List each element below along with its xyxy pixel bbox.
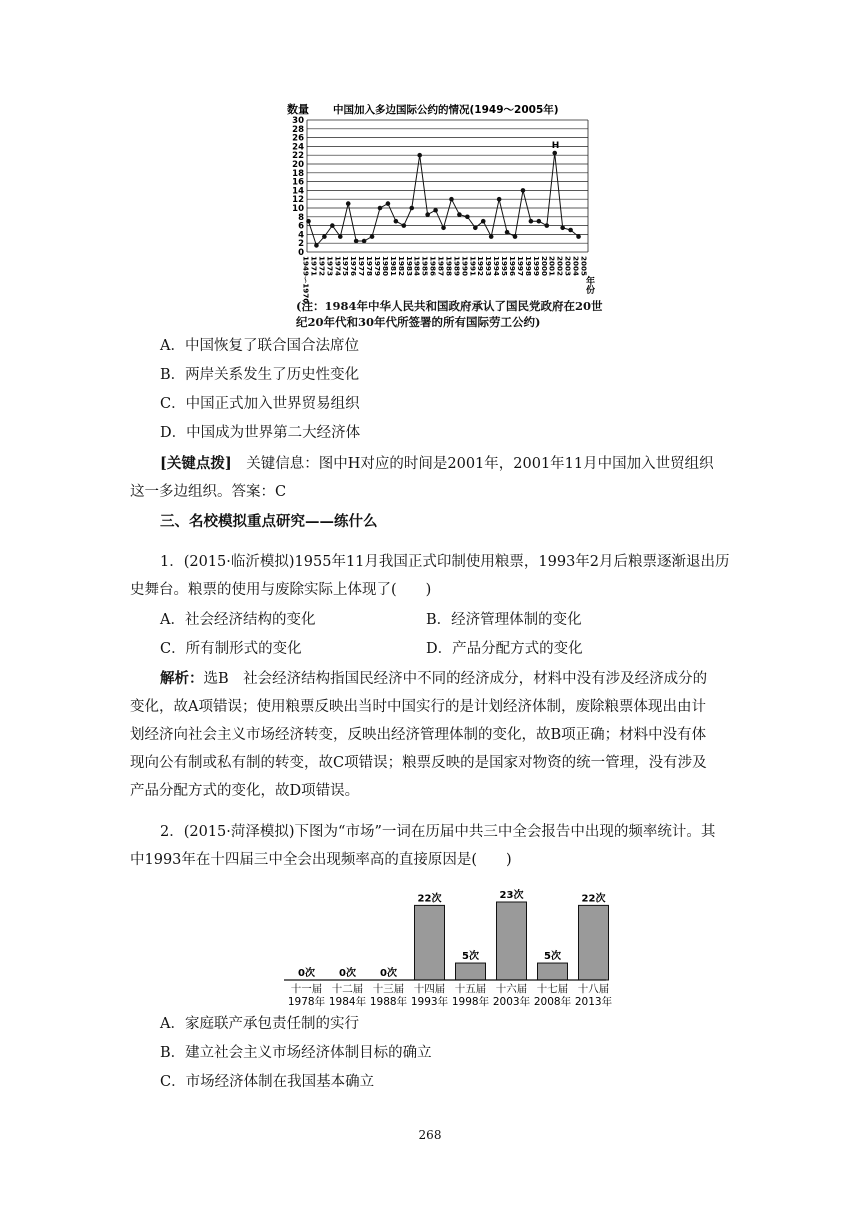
chart1-y-ticks <box>292 116 304 258</box>
q0-key-hint <box>160 454 714 474</box>
chart2-bar-7 <box>579 905 609 980</box>
chart1-point-1987 <box>441 226 446 231</box>
chart1-x-tick-17: 1987 <box>436 256 446 277</box>
chart2-year-label-4: 1998年 <box>451 996 490 1008</box>
treaty-line-chart <box>285 100 615 304</box>
chart1-y-tick-2: 2 <box>298 239 304 250</box>
chart2-data-label-2: 0次 <box>380 968 397 979</box>
chart2-data-label-3: 22次 <box>417 893 442 905</box>
chart1-x-tick-8: 1978 <box>365 256 375 277</box>
q1-analysis-3: 划经济向社会主义市场经济转变，反映出经济管理体制的变化，故B项正确；材料中没有体 <box>130 727 707 743</box>
chart1-y-tick-18: 18 <box>292 168 304 179</box>
chart1-x-tick-32: 2002 <box>555 256 565 277</box>
q1-option-c: C．所有制形式的变化 <box>160 641 302 657</box>
q1-analysis-2: 变化，故A项错误；使用粮票反映出当时中国实行的是计划经济体制，废除粮票体现出由计 <box>130 699 706 715</box>
chart1-x-tick-7: 1977 <box>357 256 367 277</box>
chart1-note-line-2: 纪20年代和30年代所签署的所有国际劳工公约) <box>296 315 541 329</box>
chart1-y-tick-22: 22 <box>292 151 304 162</box>
chart1-point-1983 <box>409 206 414 211</box>
chart1-y-tick-12: 12 <box>292 195 304 206</box>
chart1-point-1971 <box>314 243 319 248</box>
chart2-bar-3 <box>415 905 445 980</box>
chart1-x-tick-35: 2005 <box>579 256 589 277</box>
q2-option-a: A．家庭联产承包责任制的实行 <box>160 1016 359 1032</box>
chart1-point-1984 <box>417 153 422 158</box>
chart2-year-label-2: 1988年 <box>369 996 408 1008</box>
chart1-point-1986 <box>433 208 438 213</box>
q0-option-d: D．中国成为世界第二大经济体 <box>160 425 361 441</box>
q1-analysis-text-1: 选B 社会经济结构指国民经济中不同的经济成分，材料中没有涉及经济成分的 <box>203 671 708 687</box>
q2-stem-1: 2．(2015·菏泽模拟)下图为“市场”一词在历届中共三中全会报告中出现的频率统计。其 <box>160 824 716 840</box>
q1-option-b: B．经济管理体制的变化 <box>426 612 582 628</box>
chart2-session-label-6: 十七届 <box>536 983 569 995</box>
chart2-year-label-3: 1993年 <box>410 996 449 1008</box>
chart2-data-label-4: 5次 <box>462 951 479 963</box>
chart1-x-tick-15: 1985 <box>420 256 430 277</box>
chart1-x-tick-19: 1989 <box>452 256 462 277</box>
q1-analysis-1 <box>160 669 707 689</box>
chart1-x-tick-16: 1986 <box>428 256 438 277</box>
chart2-year-label-6: 2008年 <box>533 996 572 1008</box>
chart1-x-tick-33: 2003 <box>563 256 573 277</box>
chart1-point-1989 <box>457 212 462 217</box>
chart1-y-tick-8: 8 <box>298 212 304 223</box>
chart2-session-label-5: 十六届 <box>495 983 528 995</box>
q2-option-b: B．建立社会主义市场经济体制目标的确立 <box>160 1045 432 1061</box>
chart2-year-label-0: 1978年 <box>287 996 326 1008</box>
chart1-x-ticks <box>302 256 589 303</box>
chart1-y-tick-24: 24 <box>292 142 304 153</box>
chart1-point-1982 <box>402 223 407 228</box>
chart1-point-1974 <box>338 234 343 239</box>
chart1-annotation-h: H <box>551 141 560 151</box>
q2-option-c: C．市场经济体制在我国基本确立 <box>160 1074 375 1090</box>
chart1-point-2004 <box>576 234 581 239</box>
chart1-x-tick-23: 1993 <box>484 256 494 277</box>
chart1-point-2002 <box>560 226 565 231</box>
chart1-point-1979 <box>378 206 383 211</box>
chart2-year-label-1: 1984年 <box>328 996 367 1008</box>
chart2-bar-5 <box>497 902 527 980</box>
chart2-session-label-0: 十一届 <box>290 983 323 995</box>
page-number: 268 <box>418 1128 442 1142</box>
chart1-x-tick-26: 1996 <box>508 256 518 277</box>
chart1-x-tick-11: 1981 <box>388 256 398 277</box>
chart1-point-1998 <box>529 219 534 224</box>
chart2-data-label-6: 5次 <box>544 951 561 963</box>
chart1-x-tick-22: 1992 <box>476 256 486 277</box>
q1-stem-1: 1．(2015·临沂模拟)1955年11月我国正式印制使用粮票，1993年2月后粮票逐渐退出历 <box>160 554 730 570</box>
chart1-x-tick-27: 1997 <box>515 256 525 277</box>
chart1-x-tick-5: 1975 <box>341 256 351 277</box>
section-title: 三、名校模拟重点研究——练什么 <box>160 513 378 530</box>
q0-option-a: A．中国恢复了联合国合法席位 <box>160 338 359 354</box>
chart1-x-tick-10: 1980 <box>380 256 390 277</box>
q1-option-d: D．产品分配方式的变化 <box>426 641 583 657</box>
chart1-x-tick-20: 1990 <box>460 256 470 277</box>
chart2-bar-6 <box>538 963 568 980</box>
chart1-xunit: 年份 <box>584 276 594 294</box>
chart1-x-tick-18: 1988 <box>444 256 454 277</box>
chart2-year-label-7: 2013年 <box>574 996 613 1008</box>
chart1-point-1975 <box>346 201 351 206</box>
chart1-y-tick-30: 30 <box>292 116 304 126</box>
q0-option-b: B．两岸关系发生了历史性变化 <box>160 367 360 383</box>
chart1-y-tick-16: 16 <box>292 177 304 188</box>
q0-option-c: C．中国正式加入世界贸易组织 <box>160 396 360 412</box>
chart1-point-2001 <box>552 151 557 156</box>
chart2-year-label-5: 2003年 <box>492 996 531 1008</box>
chart1-x-tick-30: 2000 <box>539 256 549 277</box>
chart1-y-tick-26: 26 <box>292 133 304 144</box>
chart1-x-tick-2: 1972 <box>317 256 327 277</box>
chart1-x-tick-4: 1974 <box>333 256 343 277</box>
chart1-point-1949～1970 <box>306 219 311 224</box>
chart1-point-1997 <box>521 188 526 193</box>
chart1-point-1994 <box>497 197 502 202</box>
chart2-data-label-0: 0次 <box>298 968 315 979</box>
chart2-session-label-3: 十四届 <box>413 983 446 995</box>
chart1-y-tick-4: 4 <box>298 230 304 241</box>
q0-key-text-2: 这一多边组织。答案：C <box>130 484 287 500</box>
chart1-x-tick-12: 1982 <box>396 256 406 277</box>
chart1-point-1995 <box>505 230 510 235</box>
chart1-point-1999 <box>537 219 542 224</box>
chart2-bars <box>415 902 609 980</box>
chart1-x-tick-34: 2004 <box>571 256 581 277</box>
q1-analysis-label: 解析： <box>160 670 204 687</box>
chart1-y-tick-10: 10 <box>292 204 304 214</box>
chart1-point-1988 <box>449 197 454 202</box>
chart1-x-tick-28: 1998 <box>523 256 533 277</box>
chart1-point-1990 <box>465 215 470 220</box>
chart1-x-tick-24: 1994 <box>492 256 502 277</box>
chart1-point-2000 <box>544 223 549 228</box>
chart1-x-tick-21: 1991 <box>468 256 478 277</box>
q1-analysis-4: 现向公有制或私有制的转变，故C项错误；粮票反映的是国家对物资的统一管理，没有涉及 <box>130 755 707 771</box>
chart1-y-tick-0: 0 <box>298 248 304 258</box>
chart1-ylabel: 数量 <box>287 103 309 116</box>
chart1-point-1973 <box>330 223 335 228</box>
chart2-session-label-7: 十八届 <box>577 983 610 995</box>
chart2-session-label-2: 十三届 <box>372 983 405 995</box>
chart1-x-tick-14: 1984 <box>412 256 422 277</box>
chart1-point-1978 <box>370 234 375 239</box>
chart1-x-tick-29: 1999 <box>531 256 541 277</box>
chart1-point-1976 <box>354 239 359 244</box>
chart1-point-1996 <box>513 234 518 239</box>
chart1-x-tick-3: 1973 <box>325 256 335 277</box>
chart1-x-tick-13: 1983 <box>404 256 414 277</box>
chart1-x-tick-9: 1979 <box>372 256 382 277</box>
chart2-category-labels <box>288 982 613 1008</box>
chart2-data-label-7: 22次 <box>581 893 606 905</box>
chart1-point-1993 <box>489 234 494 239</box>
chart1-y-tick-28: 28 <box>292 124 304 135</box>
chart1-point-2003 <box>568 228 573 233</box>
chart2-data-label-1: 0次 <box>339 968 356 979</box>
q0-key-label: [关键点拨] <box>160 455 232 472</box>
chart1-title: 中国加入多边国际公约的情况(1949～2005年) <box>333 104 559 116</box>
chart1-y-tick-6: 6 <box>298 221 304 232</box>
chart1-point-1972 <box>322 234 327 239</box>
chart1-grid <box>307 120 588 252</box>
chart1-point-1991 <box>473 226 478 231</box>
chart1-x-tick-0: 1949～1970 <box>301 256 311 304</box>
chart2-bar-4 <box>456 963 486 980</box>
q1-stem-2: 史舞台。粮票的使用与废除实际上体现了( ) <box>130 582 432 598</box>
chart1-x-tick-25: 1995 <box>500 256 510 277</box>
chart1-note-line-1: (注：1984年中华人民共和国政府承认了国民党政府在20世 <box>296 299 603 313</box>
chart1-point-1985 <box>425 212 430 217</box>
chart1-x-tick-1: 1971 <box>309 256 319 277</box>
chart1-point-1981 <box>394 219 399 224</box>
chart1-y-tick-14: 14 <box>292 186 304 197</box>
chart2-session-label-4: 十五届 <box>454 983 487 995</box>
chart1-x-tick-31: 2001 <box>547 256 557 277</box>
q0-key-text-1: 关键信息：图中H对应的时间是2001年，2001年11月中国加入世贸组织 <box>231 456 714 472</box>
chart1-point-1980 <box>386 201 391 206</box>
market-frequency-bar-chart <box>280 884 613 1008</box>
q1-analysis-5: 产品分配方式的变化，故D项错误。 <box>130 783 360 799</box>
chart2-data-label-5: 23次 <box>499 890 524 901</box>
chart2-session-label-1: 十二届 <box>331 983 364 995</box>
chart1-x-tick-6: 1976 <box>349 256 359 277</box>
q2-stem-2: 中1993年在十四届三中全会出现频率高的直接原因是( ) <box>130 852 512 868</box>
chart1-point-1992 <box>481 219 486 224</box>
q1-option-a: A．社会经济结构的变化 <box>160 612 316 628</box>
chart1-y-tick-20: 20 <box>292 160 304 170</box>
chart1-point-1977 <box>362 239 367 244</box>
